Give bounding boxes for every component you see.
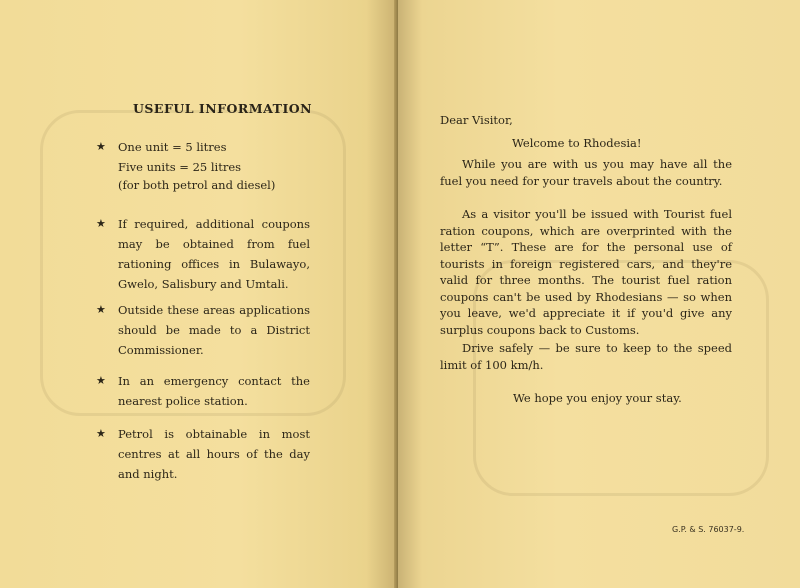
- bullet-text: Petrol is obtainable in most centres at all hours of the day and night.: [118, 427, 310, 481]
- closing-line: We hope you enjoy your stay.: [513, 391, 682, 405]
- bullet-item: [96, 137, 310, 195]
- left-page: [0, 0, 398, 588]
- bullet-item: [96, 300, 310, 360]
- bullet-line: One unit = 5 litres: [118, 140, 227, 154]
- bullet-line: (for both petrol and diesel): [118, 178, 276, 192]
- star-bullet-icon: ★: [96, 140, 106, 153]
- salutation: Dear Visitor,: [440, 113, 513, 127]
- bullet-text: If required, additional coupons may be obtained from fuel rationing offices in Bulawayo, Gwelo, Salisbury and Umtali.: [118, 217, 310, 291]
- star-bullet-icon: ★: [96, 303, 106, 316]
- bullet-item: [96, 424, 310, 484]
- bullet-line: Five units = 25 litres: [118, 160, 242, 174]
- bullet-item: [96, 214, 310, 294]
- paragraph: While you are with us you may have all the fuel you need for your travels about the country.: [440, 157, 732, 188]
- paragraph: As a visitor you'll be issued with Tourist fuel ration coupons, which are overprinted with the letter “T”. These are for the personal use of tourists in foreign registered cars, and they're valid for three months. The tourist fuel ration coupons can't be used by Rhodesians — so when you leave, we'd appreciate it if you'd give any surplus coupons back to Customs.: [440, 207, 732, 337]
- bullet-text: Outside these areas applications should be made to a District Commissioner.: [118, 303, 310, 357]
- bullet-text: In an emergency contact the nearest police station.: [118, 374, 310, 408]
- print-code: G.P. & S. 76037-9.: [672, 525, 745, 534]
- star-bullet-icon: ★: [96, 427, 106, 440]
- star-bullet-icon: ★: [96, 217, 106, 230]
- bullet-item: [96, 371, 310, 411]
- section-title: USEFUL INFORMATION: [133, 101, 313, 116]
- paragraph: Drive safely — be sure to keep to the speed limit of 100 km/h.: [440, 341, 732, 372]
- star-bullet-icon: ★: [96, 374, 106, 387]
- welcome-line: Welcome to Rhodesia!: [512, 136, 642, 150]
